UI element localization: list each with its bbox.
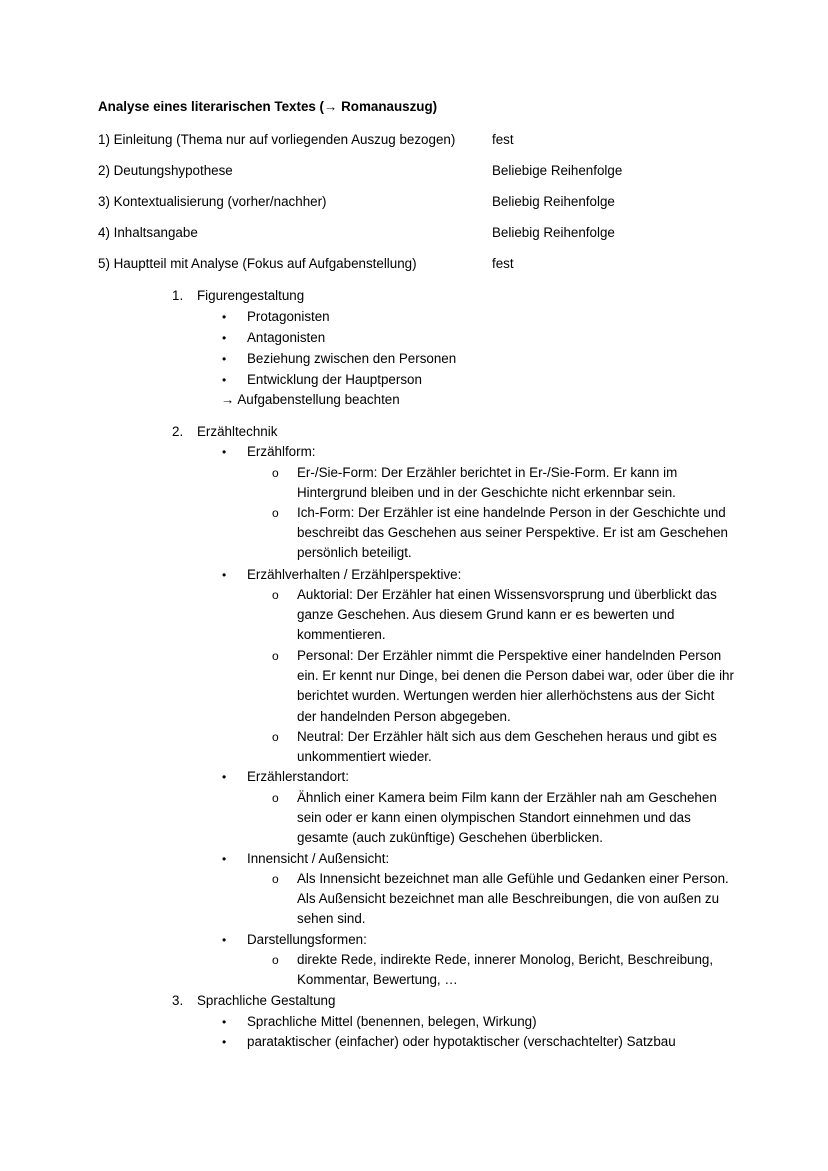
document-title: Analyse eines literarischen Textes (→ Romanauszug) xyxy=(98,99,438,114)
step-order-note: Beliebig Reihenfolge xyxy=(492,225,615,240)
section-heading: Figurengestaltung xyxy=(197,288,305,303)
section-heading: Erzähltechnik xyxy=(197,424,278,439)
sub-list-item: direkte Rede, indirekte Rede, innerer Monolog, Bericht, Beschreibung, Kommentar, Bewertung, … xyxy=(297,952,714,988)
list-item: Erzählerstandort: xyxy=(247,769,349,784)
sub-bullet-icon: o xyxy=(272,791,279,805)
step-order-note: fest xyxy=(492,256,514,271)
sub-list-item: Ähnlich einer Kamera beim Film kann der Erzähler nah am Geschehen sein oder er kann einen olympischen Standort einnehmen und das gesamte (auch zukünftige) Geschehen überblicken. xyxy=(297,790,717,846)
step-label: 1) Einleitung (Thema nur auf vorliegenden Auszug bezogen) xyxy=(98,132,456,147)
list-item: Antagonisten xyxy=(247,330,326,345)
sub-list-item: Ich-Form: Der Erzähler ist eine handelnde Person in der Geschichte und beschreibt das Geschehen aus seiner Perspektive. Er ist am Geschehen persönlich beteiligt. xyxy=(297,505,728,561)
sub-bullet-icon: o xyxy=(272,872,279,886)
bullet-icon: • xyxy=(222,373,227,387)
section-heading: Sprachliche Gestaltung xyxy=(197,993,336,1008)
bullet-icon: • xyxy=(222,852,227,866)
sub-bullet-icon: o xyxy=(272,466,279,480)
list-item: Beziehung zwischen den Personen xyxy=(247,351,457,366)
sub-list-item: Auktorial: Der Erzähler hat einen Wissensvorsprung und überblickt das ganze Geschehen. Aus diesem Grund kann er es bewerten und kommentieren. xyxy=(297,587,717,643)
section-number: 1. xyxy=(172,288,184,303)
sub-bullet-icon: o xyxy=(272,588,279,602)
sub-list-item: Als Innensicht bezeichnet man alle Gefühle und Gedanken einer Person. Als Außensicht bezeichnet man alle Beschreibungen, die von außen zu sehen sind. xyxy=(297,871,729,927)
list-item: parataktischer (einfacher) oder hypotaktischer (verschachtelter) Satzbau xyxy=(247,1034,676,1049)
bullet-icon: • xyxy=(222,1015,227,1029)
list-item: Sprachliche Mittel (benennen, belegen, Wirkung) xyxy=(247,1014,537,1029)
sub-bullet-icon: o xyxy=(272,953,279,967)
step-label: 3) Kontextualisierung (vorher/nachher) xyxy=(98,194,327,209)
list-item: Erzählverhalten / Erzählperspektive: xyxy=(247,567,462,582)
step-label: 4) Inhaltsangabe xyxy=(98,225,198,240)
step-order-note: Beliebig Reihenfolge xyxy=(492,194,615,209)
step-order-note: fest xyxy=(492,132,514,147)
sub-list-item: Er-/Sie-Form: Der Erzähler berichtet in Er-/Sie-Form. Er kann im Hintergrund bleiben und in der Geschichte nicht erkennbar sein. xyxy=(297,465,678,501)
bullet-icon: • xyxy=(222,352,227,366)
bullet-icon: • xyxy=(222,933,227,947)
task-note: → Aufgabenstellung beachten xyxy=(221,392,400,407)
bullet-icon: • xyxy=(222,331,227,345)
sub-bullet-icon: o xyxy=(272,730,279,744)
section-number: 3. xyxy=(172,993,184,1008)
sub-bullet-icon: o xyxy=(272,506,279,520)
list-item: Darstellungsformen: xyxy=(247,932,367,947)
sub-bullet-icon: o xyxy=(272,649,279,663)
bullet-icon: • xyxy=(222,568,227,582)
bullet-icon: • xyxy=(222,445,227,459)
bullet-icon: • xyxy=(222,310,227,324)
step-order-note: Beliebige Reihenfolge xyxy=(492,163,623,178)
sub-list-item: Personal: Der Erzähler nimmt die Perspektive einer handelnden Person ein. Er kennt nur Dinge, bei denen die Person dabei war, oder über die ihr berichtet wurden. Wertungen werden hier allerhöchstens aus der Sicht der handelnden Person abgegeben. xyxy=(297,648,734,724)
bullet-icon: • xyxy=(222,770,227,784)
bullet-icon: • xyxy=(222,1035,227,1049)
list-item: Innensicht / Außensicht: xyxy=(247,851,390,866)
section-number: 2. xyxy=(172,424,184,439)
list-item: Entwicklung der Hauptperson xyxy=(247,372,422,387)
step-label: 5) Hauptteil mit Analyse (Fokus auf Aufgabenstellung) xyxy=(98,256,417,271)
list-item: Erzählform: xyxy=(247,444,316,459)
step-label: 2) Deutungshypothese xyxy=(98,163,233,178)
list-item: Protagonisten xyxy=(247,309,330,324)
sub-list-item: Neutral: Der Erzähler hält sich aus dem Geschehen heraus und gibt es unkommentiert wieder. xyxy=(297,729,717,765)
